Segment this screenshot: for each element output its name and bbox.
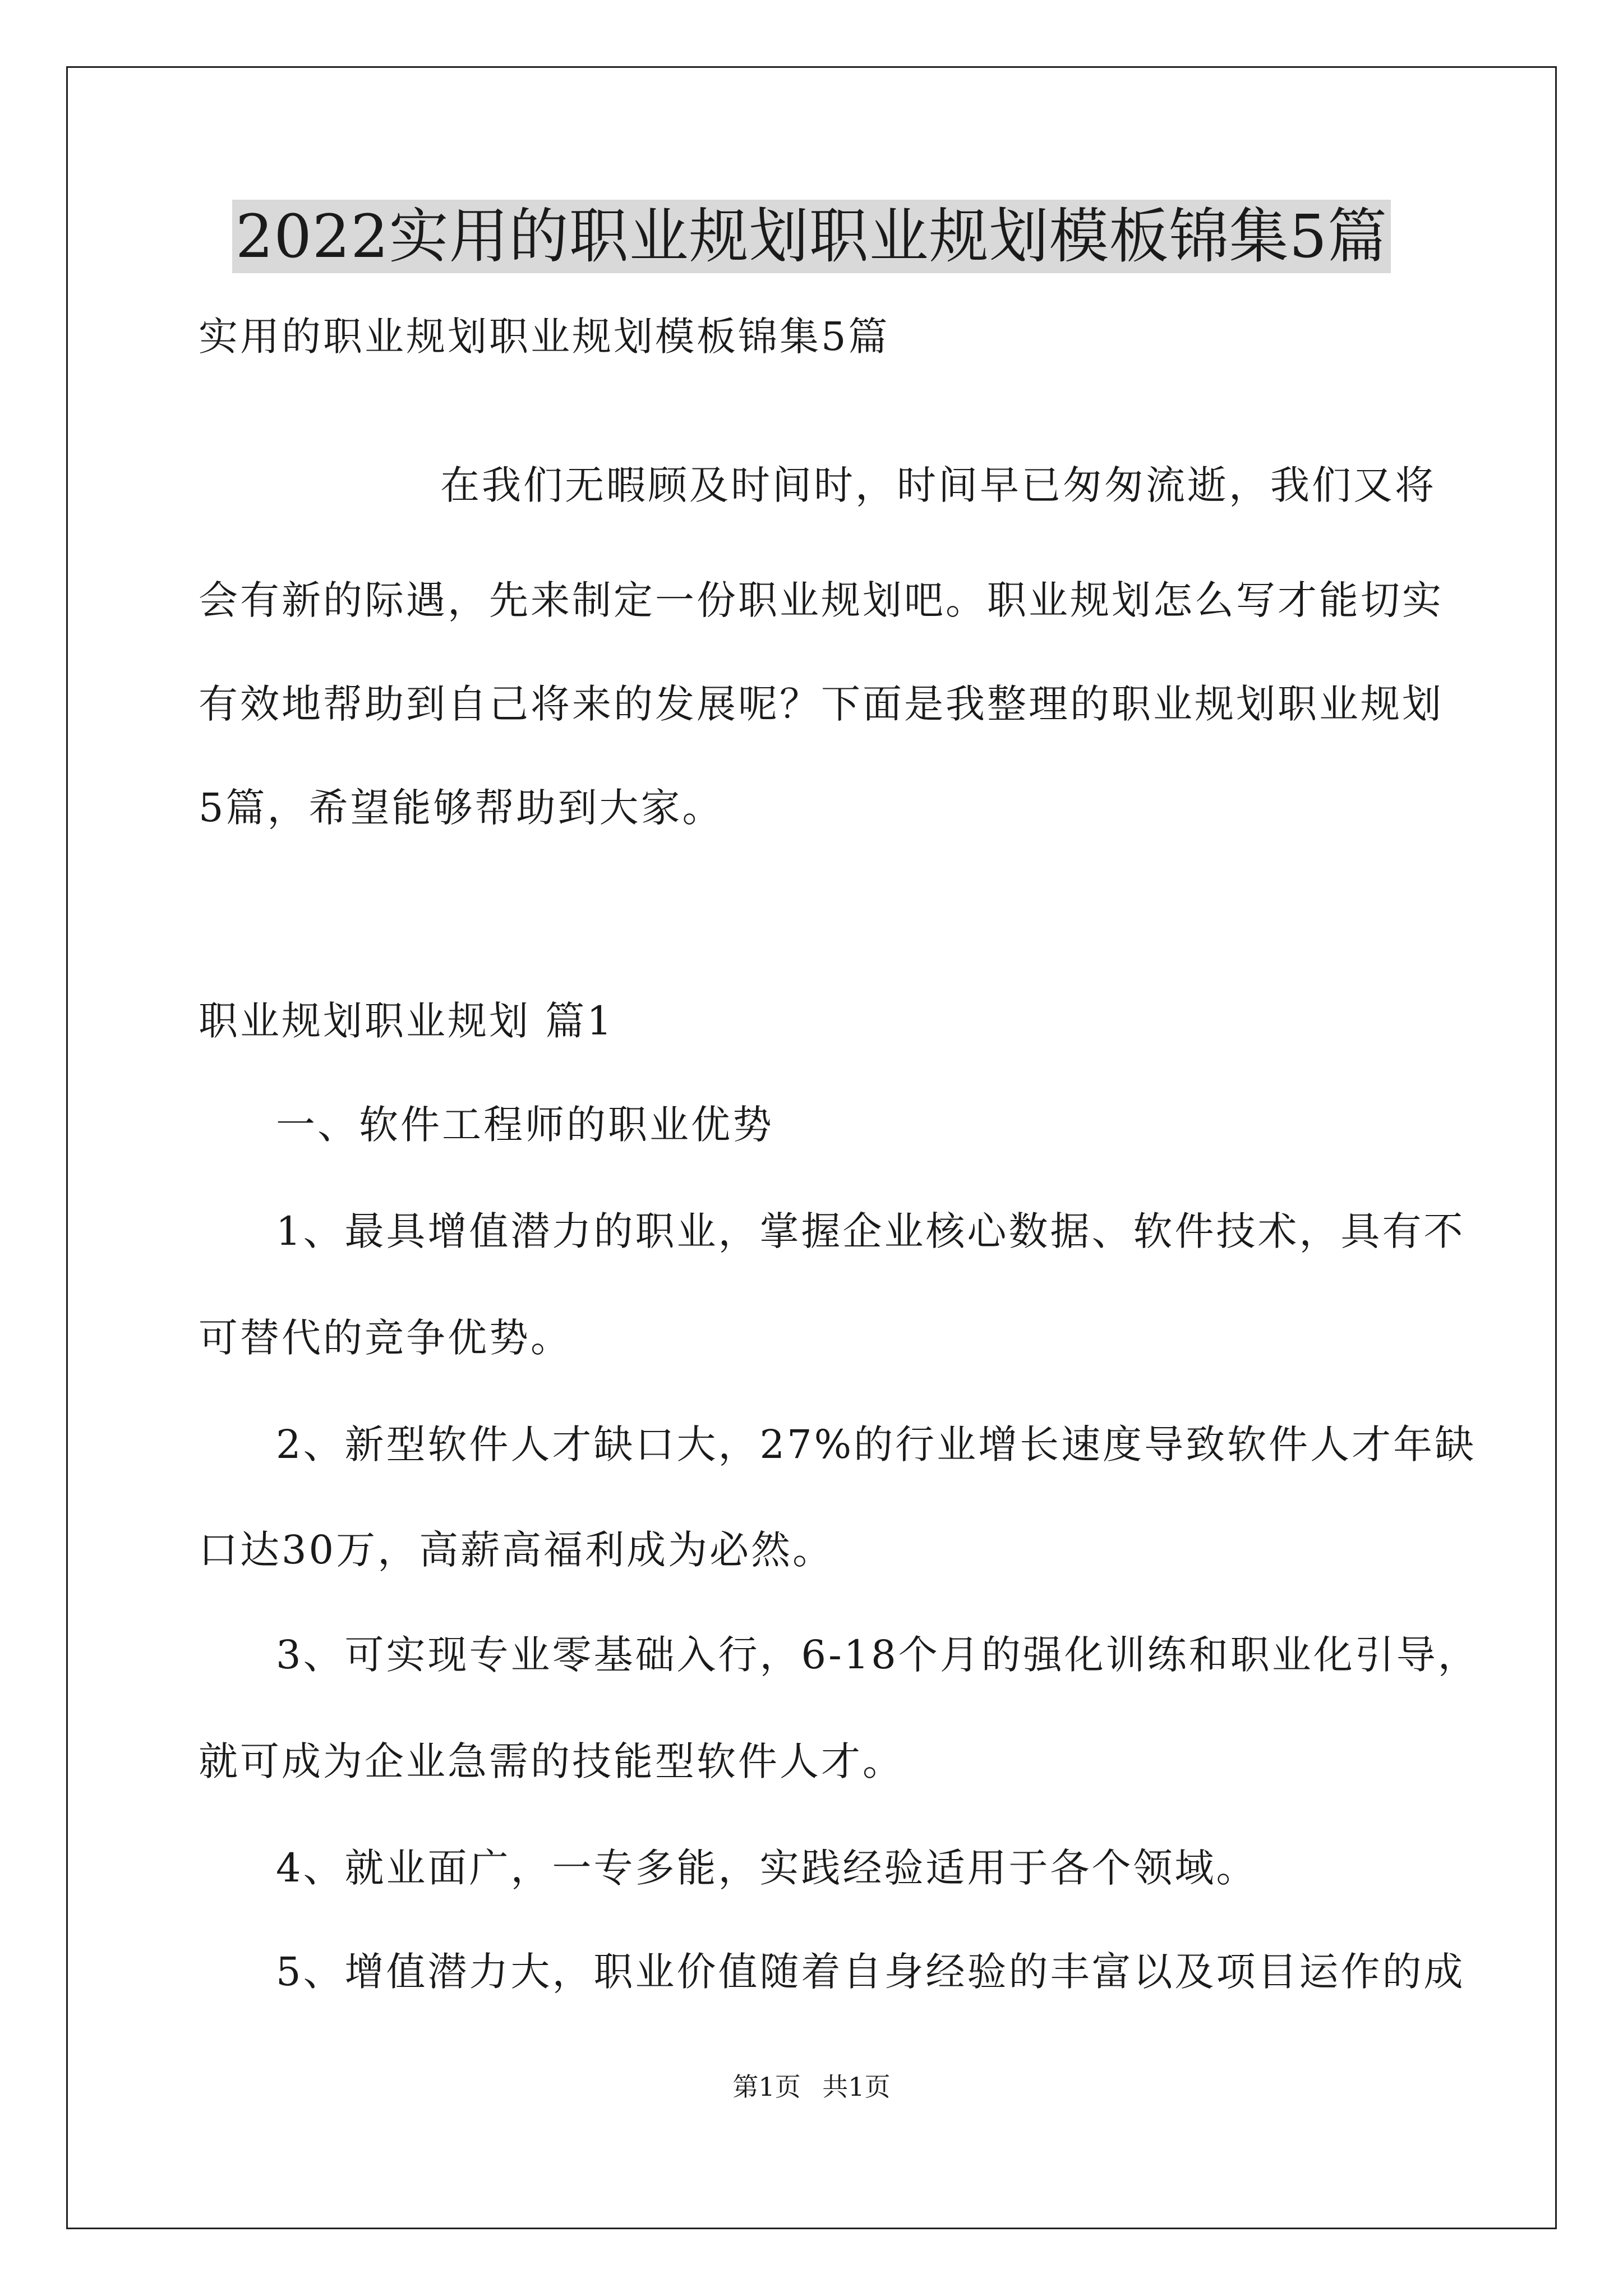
page-footer: 第1页 共1页 xyxy=(732,2072,891,2102)
paragraph-line: 有效地帮助到自己将来的发展呢？下面是我整理的职业规划职业规划 xyxy=(199,681,1444,727)
paragraph-line: 在我们无暇顾及时间时，时间早已匆匆流逝，我们又将 xyxy=(440,462,1436,508)
paragraph-line: 可替代的竞争优势。 xyxy=(199,1315,572,1361)
paragraph-line: 就可成为企业急需的技能型软件人才。 xyxy=(199,1738,904,1784)
document-title xyxy=(0,197,1623,276)
paragraph-line: 口达30万，高薪高福利成为必然。 xyxy=(199,1527,834,1573)
paragraph-line: 3、可实现专业零基础入行，6-18个月的强化训练和职业化引导， xyxy=(276,1632,1479,1678)
paragraph-line: 1、最具增值潜力的职业，掌握企业核心数据、软件技术，具有不 xyxy=(276,1208,1465,1254)
paragraph-line: 4、就业面广，一专多能，实践经验适用于各个领域。 xyxy=(276,1845,1258,1891)
paragraph-line: 5、增值潜力大，职业价值随着自身经验的丰富以及项目运作的成 xyxy=(276,1949,1465,1995)
paragraph-line: 2、新型软件人才缺口大，27%的行业增长速度导致软件人才年缺 xyxy=(276,1421,1477,1467)
paragraph-line: 一、软件工程师的职业优势 xyxy=(276,1102,774,1148)
paragraph-line: 会有新的际遇，先来制定一份职业规划吧。职业规划怎么写才能切实 xyxy=(199,577,1444,623)
section-heading: 职业规划职业规划 篇1 xyxy=(199,998,614,1044)
document-title-text: 2022实用的职业规划职业规划模板锦集5篇 xyxy=(232,200,1391,273)
paragraph-line: 5篇，希望能够帮助到大家。 xyxy=(199,785,724,831)
subtitle-line: 实用的职业规划职业规划模板锦集5篇 xyxy=(199,314,890,360)
